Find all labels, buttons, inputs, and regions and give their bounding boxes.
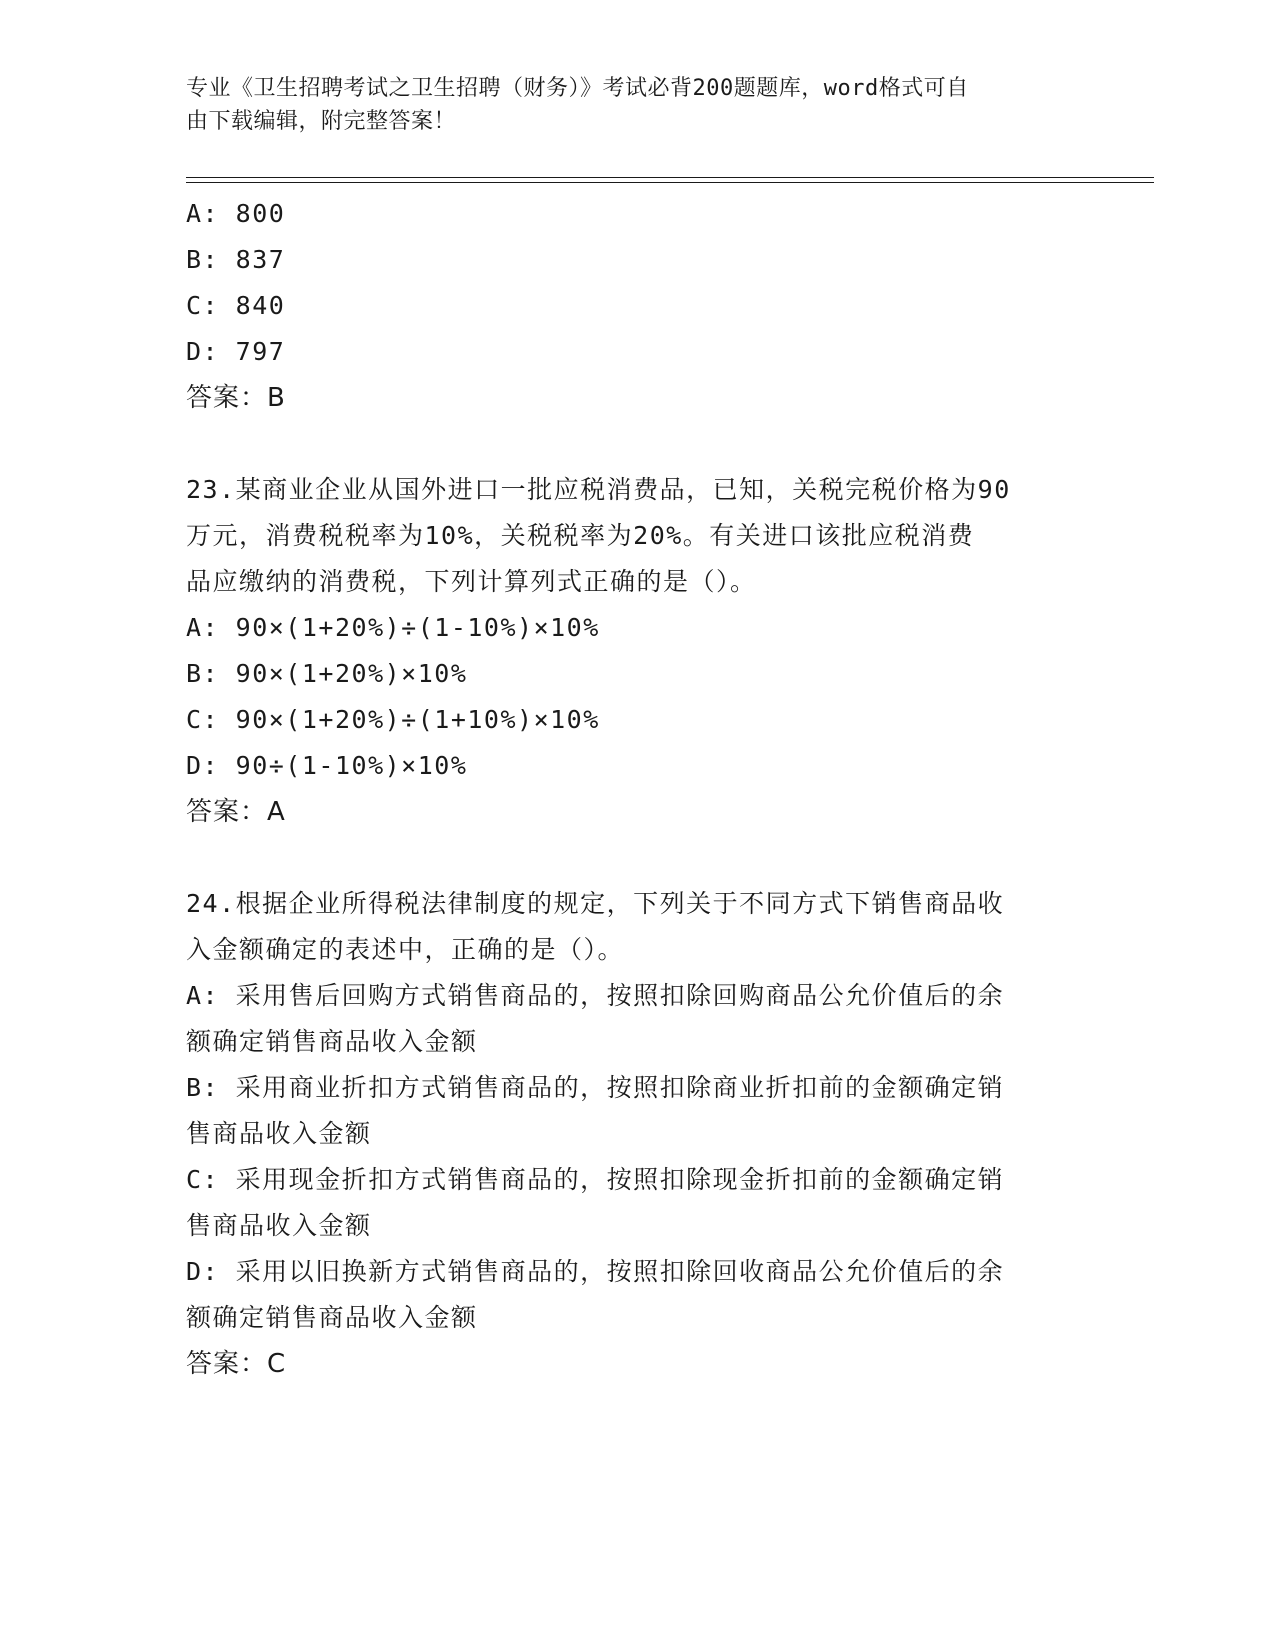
question-stem-line: 品应缴纳的消费税，下列计算列式正确的是（）。: [186, 567, 757, 596]
question-stem-line: 入金额确定的表述中，正确的是（）。: [186, 935, 625, 964]
question-spacer: [186, 835, 1086, 881]
header-title-line-2: 由下载编辑，附完整答案！: [186, 109, 457, 134]
question-stem-line: 23.某商业企业从国外进口一批应税消费品，已知，关税完税价格为90: [186, 475, 1011, 504]
page-header: [186, 72, 1086, 138]
option-d: D: 90÷(1-10%)×10%: [186, 751, 468, 780]
option-c: C: 90×(1+20%)÷(1+10%)×10%: [186, 705, 600, 734]
option-d-continued: 额确定销售商品收入金额: [186, 1303, 478, 1332]
answer: 答案：A: [186, 797, 286, 827]
option-c: C: 采用现金折扣方式销售商品的，按照扣除现金折扣前的金额确定销: [186, 1165, 1005, 1194]
question-spacer: [186, 421, 1086, 467]
option-d: D: 采用以旧换新方式销售商品的，按照扣除回收商品公允价值后的余: [186, 1257, 1005, 1286]
option-b: B: 837: [186, 245, 286, 274]
question-22: [186, 191, 1086, 421]
option-a-continued: 额确定销售商品收入金额: [186, 1027, 478, 1056]
document-body: [186, 191, 1086, 1387]
option-b: B: 90×(1+20%)×10%: [186, 659, 468, 688]
question-stem-line: 24.根据企业所得税法律制度的规定，下列关于不同方式下销售商品收: [186, 889, 1005, 918]
header-title-line-1: 专业《卫生招聘考试之卫生招聘（财务）》考试必背200题题库，word格式可自: [186, 76, 969, 101]
question-24: [186, 881, 1086, 1387]
option-c: C: 840: [186, 291, 286, 320]
option-a: A: 800: [186, 199, 286, 228]
answer: 答案：B: [186, 383, 286, 413]
option-a: A: 90×(1+20%)÷(1-10%)×10%: [186, 613, 600, 642]
option-c-continued: 售商品收入金额: [186, 1211, 372, 1240]
option-b-continued: 售商品收入金额: [186, 1119, 372, 1148]
option-a: A: 采用售后回购方式销售商品的，按照扣除回购商品公允价值后的余: [186, 981, 1005, 1010]
option-d: D: 797: [186, 337, 286, 366]
question-stem-line: 万元，消费税税率为10%，关税税率为20%。有关进口该批应税消费: [186, 521, 975, 550]
header-divider-bottom: [186, 182, 1154, 183]
header-divider-top: [186, 177, 1154, 178]
answer: 答案：C: [186, 1349, 287, 1379]
option-b: B: 采用商业折扣方式销售商品的，按照扣除商业折扣前的金额确定销: [186, 1073, 1005, 1102]
question-23: [186, 467, 1086, 835]
